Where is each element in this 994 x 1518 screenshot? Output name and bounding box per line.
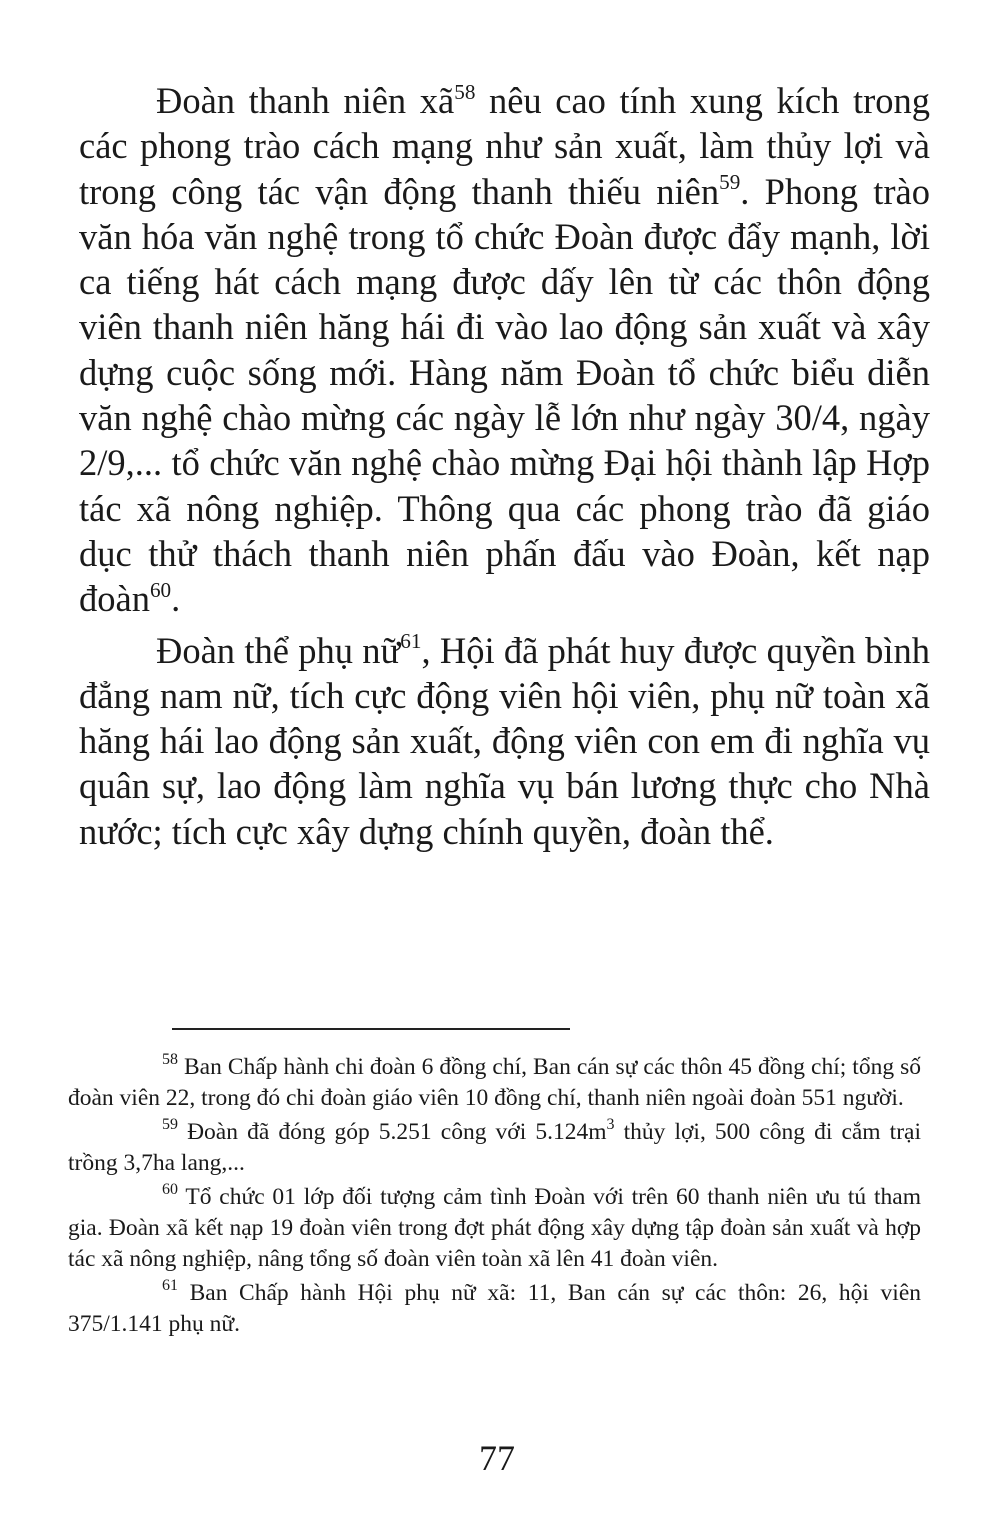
text-run: . [171, 578, 181, 620]
text-run: Đoàn thể phụ nữ [156, 629, 401, 671]
text-run: Ban Chấp hành chi đoàn 6 đồng chí, Ban cán sự các thôn 45 đồng chí; tổng số đoàn viên 22, trong đó chi đoàn giáo viên 10 đồng chí, thanh niên ngoài đoàn 551 người. [68, 1054, 921, 1111]
footnote-marker: 60 [162, 1181, 178, 1199]
footnote-marker: 59 [719, 170, 741, 195]
text-run: thủy lợi, 500 công đi cắm trại trồng 3,7ha lang,... [68, 1119, 921, 1176]
footnote-separator [172, 1028, 570, 1030]
footnote-marker: 61 [162, 1277, 178, 1295]
footnote-marker: 59 [162, 1116, 178, 1134]
footnote [68, 1117, 921, 1179]
footnote-marker: 58 [162, 1051, 178, 1069]
footnote-marker: 60 [149, 578, 172, 603]
paragraph [79, 78, 930, 622]
main-text [79, 78, 930, 854]
text-run: , Hội đã phát huy được quyền bình đẳng nam nữ, tích cực động viên hội viên, phụ nữ toàn xã hăng hái lao động sản xuất, động viên con em đi nghĩa vụ quân sự, lao động làm nghĩa vụ bán lương thực cho Nhà nước; tích cực xây dựng chính quyền, đoàn thể. [79, 629, 930, 852]
text-run: Đoàn thanh niên xã [156, 80, 455, 121]
footnote-marker: 3 [606, 1116, 615, 1134]
footnote [68, 1052, 921, 1114]
paragraph [79, 628, 930, 854]
text-run: nêu cao tính xung kích trong các phong trào cách mạng như sản xuất, làm thủy lợi và trong công tác vận động thanh thiếu niên [79, 80, 930, 212]
footnote-marker: 58 [454, 79, 476, 104]
page-number: 77 [479, 1438, 515, 1478]
footnote-marker: 61 [400, 629, 422, 654]
footnote [68, 1278, 921, 1340]
text-run: Tổ chức 01 lớp đối tượng cảm tình Đoàn với trên 60 thanh niên ưu tú tham gia. Đoàn xã kết nạp 19 đoàn viên trong đợt phát động xây dựng tập đoàn sản xuất và hợp tác xã nông nghiệp, nâng tổng số đoàn viên toàn xã lên 41 đoàn viên. [68, 1184, 921, 1272]
footnotes [68, 1052, 921, 1340]
text-run: Đoàn đã đóng góp 5.251 công với 5.124m [177, 1119, 607, 1145]
text-run: . Phong trào văn hóa văn nghệ trong tổ chức Đoàn được đẩy mạnh, lời ca tiếng hát cách mạng được dấy lên từ các thôn động viên thanh niên hăng hái đi vào lao động sản xuất và xây dựng cuộc sống mới. Hàng năm Đoàn tổ chức biểu diễn văn nghệ chào mừng các ngày lễ lớn như ngày 30/4, ngày 2/9,... tổ chức văn nghệ chào mừng Đại hội thành lập Hợp tác xã nông nghiệp. Thông qua các phong trào đã giáo dục thử thách thanh niên phấn đấu vào Đoàn, kết nạp đoàn [79, 170, 931, 620]
text-run: Ban Chấp hành Hội phụ nữ xã: 11, Ban cán sự các thôn: 26, hội viên 375/1.141 phụ nữ. [68, 1280, 921, 1337]
footnote [68, 1182, 921, 1275]
